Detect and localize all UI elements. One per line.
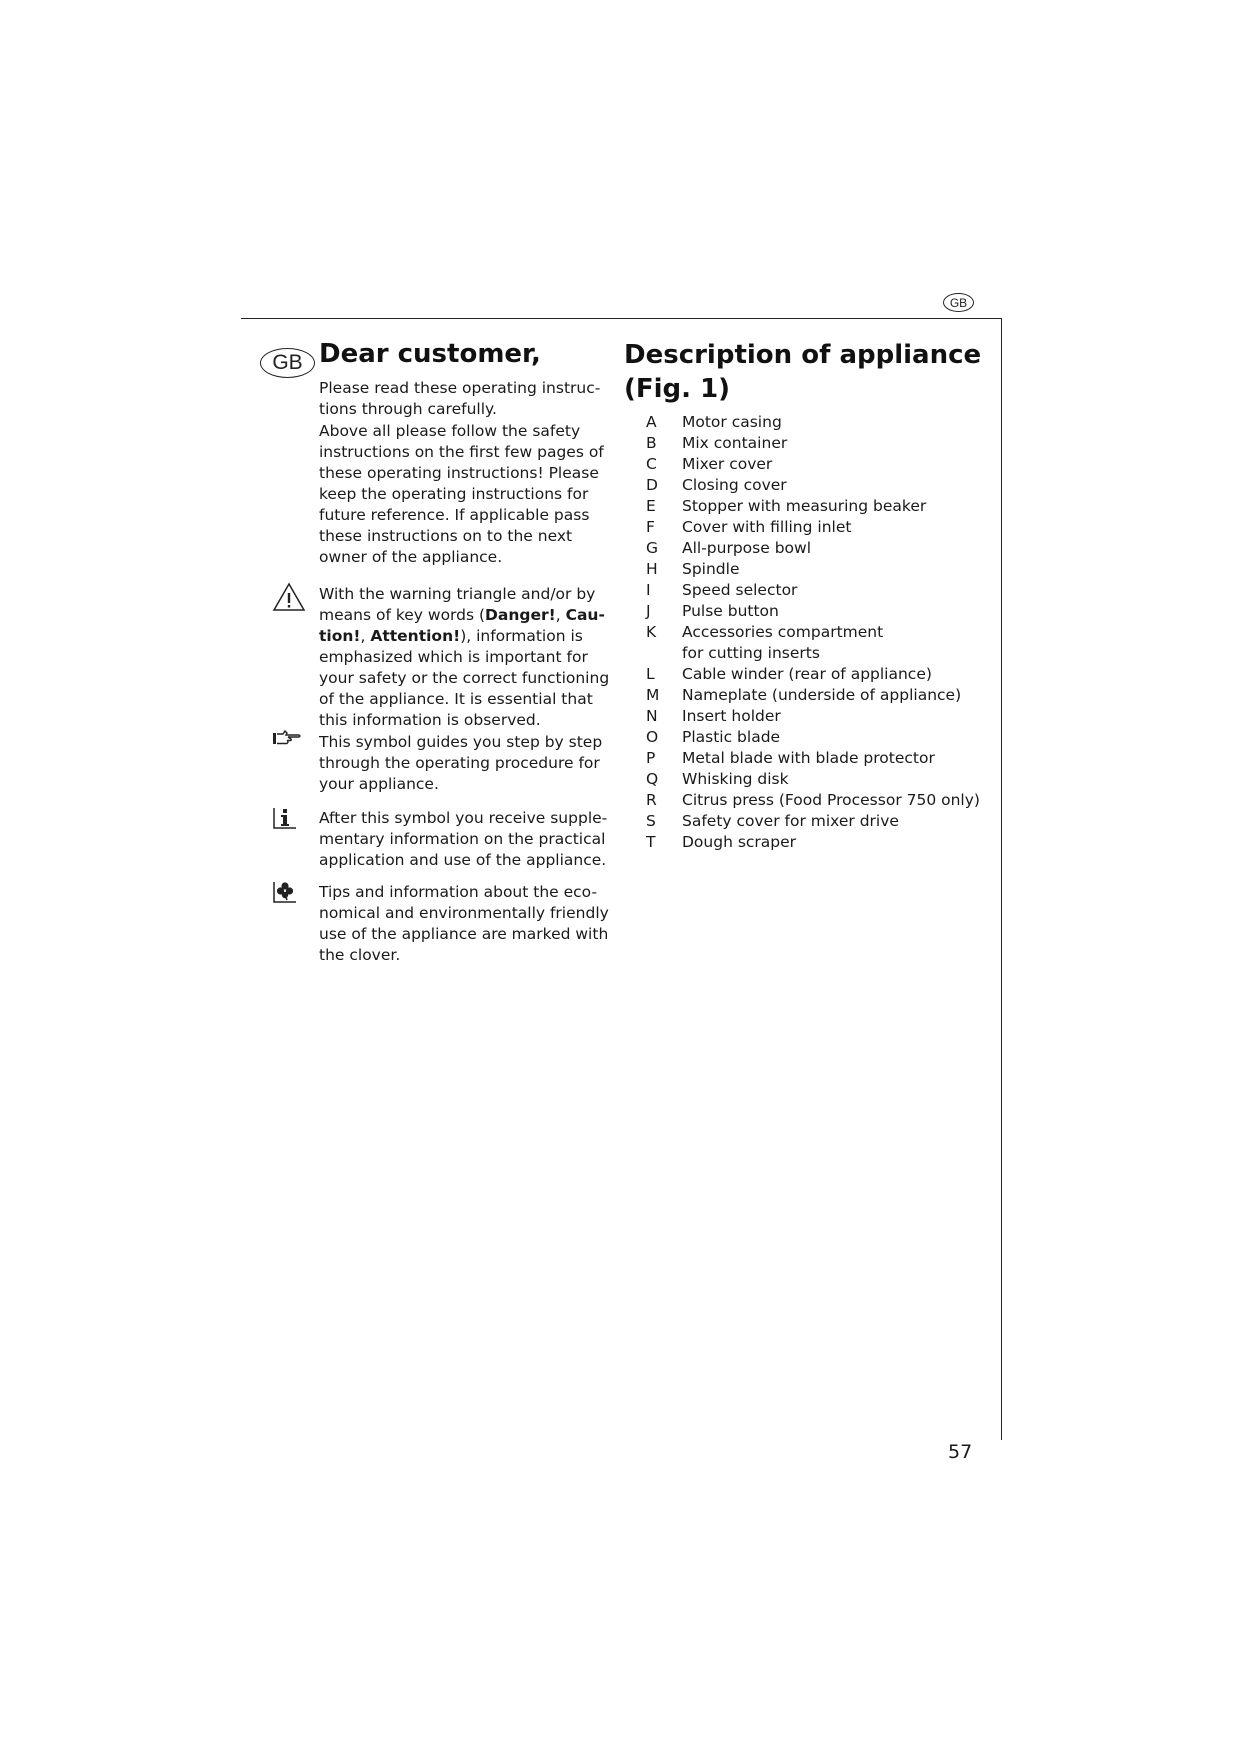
parts-legend: [646, 412, 996, 853]
legend-item: S Safety cover for mixer drive: [646, 812, 899, 830]
legend-item: F Cover with filling inlet: [646, 518, 852, 536]
header-rule: [241, 318, 1002, 319]
section-language-badge: GB: [260, 348, 315, 378]
intro-paragraph-2: Above all please follow the safety instructions on the first few pages of these operating instructions! Please keep the operating instructions for future reference. If applicable pass these instructions on to the next owner of the appliance.: [319, 422, 604, 566]
legend-item: A Motor casing: [646, 413, 782, 431]
description-title: Description of appliance (Fig. 1): [624, 340, 982, 404]
dear-customer-title: Dear customer,: [319, 339, 541, 369]
legend-item: O Plastic blade: [646, 728, 781, 746]
pointing-hand-icon: [272, 728, 302, 750]
margin-rule: [1001, 318, 1002, 1440]
tips-paragraph: Tips and information about the eco-nomical and environmentally friendly use of the appliance are marked with the clover.: [319, 883, 609, 964]
legend-item: N Insert holder: [646, 707, 781, 725]
legend-item: G All-purpose bowl: [646, 539, 812, 557]
warning-paragraph: With the warning triangle and/or by means of key words (Danger!, Cau-tion!, Attention!), information is emphasized which is important for your safety or the correct functioning of the appliance. It is essential that this information is observed.: [319, 585, 610, 729]
language-badge: GB: [943, 293, 974, 312]
info-icon: [272, 804, 298, 834]
legend-item: Q Whisking disk: [646, 770, 789, 788]
step-paragraph: This symbol guides you step by step through the operating procedure for your appliance.: [319, 733, 603, 793]
warning-triangle-icon: [272, 582, 306, 616]
intro-paragraph-1: Please read these operating instruc-tions through carefully.: [319, 379, 601, 418]
keyword-danger: Danger!: [485, 606, 556, 624]
page-number: 57: [948, 1441, 973, 1463]
keyword-caution: Cau-tion!: [319, 606, 605, 645]
legend-item: J Pulse button: [646, 602, 779, 620]
legend-item: T Dough scraper: [646, 833, 797, 851]
legend-item: M Nameplate (underside of appliance): [646, 686, 962, 704]
info-paragraph: After this symbol you receive supple-mentary information on the practical application and use of the appliance.: [319, 809, 608, 869]
legend-item: L Cable winder (rear of appliance): [646, 665, 932, 683]
legend-item: R Citrus press (Food Processor 750 only): [646, 791, 980, 809]
legend-item: P Metal blade with blade protector: [646, 749, 935, 767]
legend-item: I Speed selector: [646, 581, 798, 599]
legend-item: E Stopper with measuring beaker: [646, 497, 927, 515]
legend-item: K Accessories compartment for cutting inserts: [646, 623, 884, 662]
legend-item: C Mixer cover: [646, 455, 773, 473]
clover-icon: [272, 878, 298, 908]
keyword-attention: Attention!: [370, 627, 461, 645]
legend-item: D Closing cover: [646, 476, 787, 494]
legend-item: B Mix container: [646, 434, 788, 452]
legend-item: H Spindle: [646, 560, 740, 578]
